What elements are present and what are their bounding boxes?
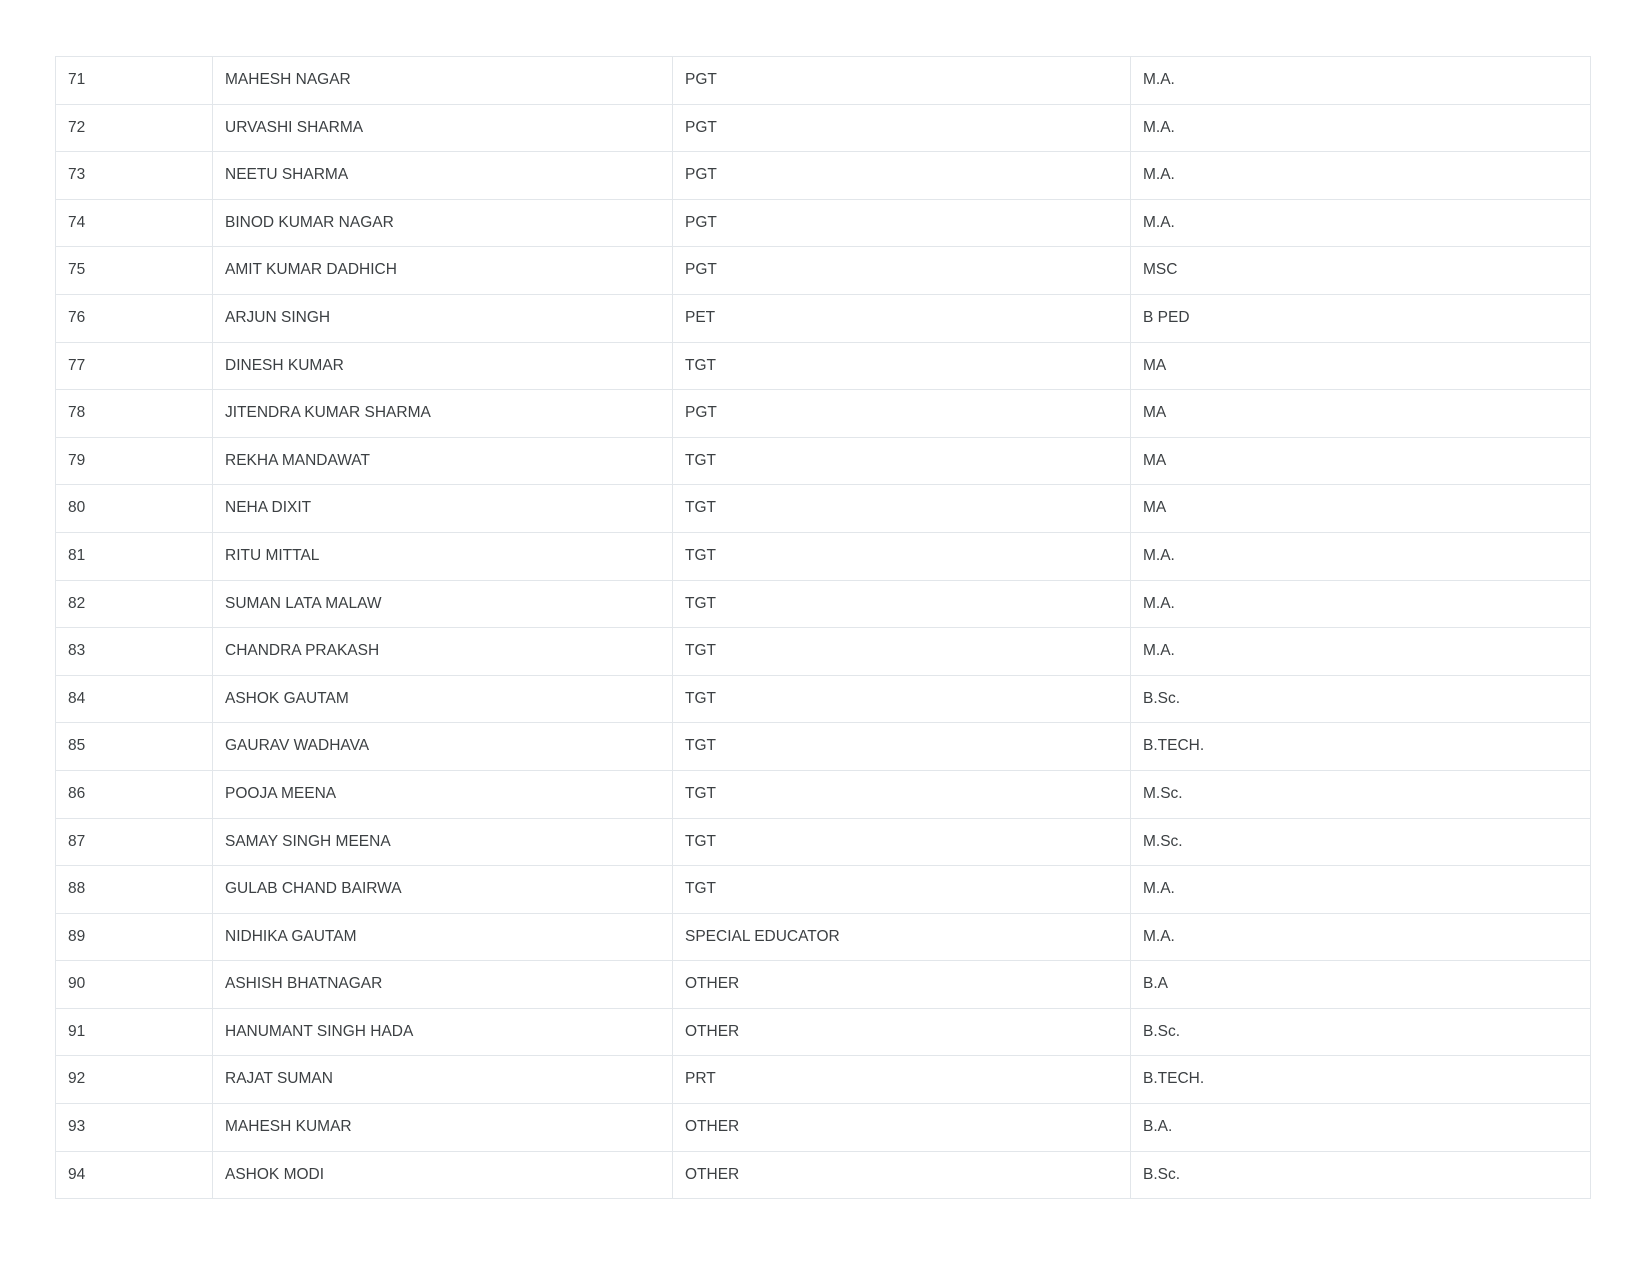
table-row [56, 532, 1591, 580]
table-row [56, 57, 1591, 105]
cell-serial-number: 71 [56, 57, 213, 105]
cell-qualification: B PED [1131, 294, 1591, 342]
cell-designation: OTHER [673, 1151, 1131, 1199]
table-row [56, 723, 1591, 771]
cell-serial-number: 84 [56, 675, 213, 723]
table-row [56, 961, 1591, 1009]
cell-qualification: B.Sc. [1131, 1151, 1591, 1199]
cell-designation: PRT [673, 1056, 1131, 1104]
cell-qualification: B.TECH. [1131, 723, 1591, 771]
cell-staff-name: ARJUN SINGH [213, 294, 673, 342]
cell-qualification: M.A. [1131, 913, 1591, 961]
cell-serial-number: 83 [56, 628, 213, 676]
cell-staff-name: SUMAN LATA MALAW [213, 580, 673, 628]
cell-designation: TGT [673, 723, 1131, 771]
cell-serial-number: 75 [56, 247, 213, 295]
cell-designation: PGT [673, 247, 1131, 295]
cell-designation: TGT [673, 485, 1131, 533]
cell-staff-name: GULAB CHAND BAIRWA [213, 866, 673, 914]
cell-designation: TGT [673, 818, 1131, 866]
table-row [56, 104, 1591, 152]
cell-serial-number: 86 [56, 770, 213, 818]
cell-designation: OTHER [673, 961, 1131, 1009]
table-row [56, 818, 1591, 866]
cell-staff-name: BINOD KUMAR NAGAR [213, 199, 673, 247]
cell-staff-name: HANUMANT SINGH HADA [213, 1008, 673, 1056]
table-row [56, 390, 1591, 438]
cell-serial-number: 94 [56, 1151, 213, 1199]
table-row [56, 294, 1591, 342]
cell-qualification: MA [1131, 485, 1591, 533]
cell-serial-number: 72 [56, 104, 213, 152]
cell-staff-name: ASHISH BHATNAGAR [213, 961, 673, 1009]
cell-qualification: M.Sc. [1131, 770, 1591, 818]
cell-staff-name: MAHESH KUMAR [213, 1104, 673, 1152]
cell-qualification: MA [1131, 342, 1591, 390]
cell-serial-number: 81 [56, 532, 213, 580]
cell-designation: TGT [673, 532, 1131, 580]
cell-qualification: B.A. [1131, 1104, 1591, 1152]
cell-staff-name: POOJA MEENA [213, 770, 673, 818]
cell-qualification: M.A. [1131, 580, 1591, 628]
cell-designation: TGT [673, 580, 1131, 628]
cell-staff-name: ASHOK MODI [213, 1151, 673, 1199]
table-row [56, 770, 1591, 818]
cell-qualification: M.A. [1131, 104, 1591, 152]
table-row [56, 1056, 1591, 1104]
table-row [56, 913, 1591, 961]
cell-designation: TGT [673, 866, 1131, 914]
cell-qualification: M.A. [1131, 199, 1591, 247]
cell-qualification: M.Sc. [1131, 818, 1591, 866]
cell-serial-number: 93 [56, 1104, 213, 1152]
cell-designation: PGT [673, 57, 1131, 105]
cell-designation: PGT [673, 152, 1131, 200]
cell-staff-name: MAHESH NAGAR [213, 57, 673, 105]
cell-serial-number: 88 [56, 866, 213, 914]
cell-qualification: M.A. [1131, 628, 1591, 676]
cell-designation: PET [673, 294, 1131, 342]
cell-staff-name: RITU MITTAL [213, 532, 673, 580]
table-row [56, 675, 1591, 723]
table-row [56, 1151, 1591, 1199]
cell-staff-name: URVASHI SHARMA [213, 104, 673, 152]
cell-designation: PGT [673, 390, 1131, 438]
cell-serial-number: 80 [56, 485, 213, 533]
cell-qualification: M.A. [1131, 866, 1591, 914]
cell-qualification: B.Sc. [1131, 675, 1591, 723]
table-row [56, 247, 1591, 295]
table-row [56, 1008, 1591, 1056]
table-row [56, 485, 1591, 533]
cell-designation: SPECIAL EDUCATOR [673, 913, 1131, 961]
cell-designation: TGT [673, 628, 1131, 676]
cell-staff-name: SAMAY SINGH MEENA [213, 818, 673, 866]
cell-serial-number: 74 [56, 199, 213, 247]
cell-staff-name: JITENDRA KUMAR SHARMA [213, 390, 673, 438]
cell-staff-name: CHANDRA PRAKASH [213, 628, 673, 676]
cell-serial-number: 73 [56, 152, 213, 200]
cell-staff-name: REKHA MANDAWAT [213, 437, 673, 485]
cell-qualification: M.A. [1131, 532, 1591, 580]
cell-serial-number: 92 [56, 1056, 213, 1104]
cell-designation: TGT [673, 342, 1131, 390]
cell-designation: TGT [673, 770, 1131, 818]
staff-table-body [56, 57, 1591, 1199]
table-row [56, 580, 1591, 628]
cell-qualification: MSC [1131, 247, 1591, 295]
cell-staff-name: DINESH KUMAR [213, 342, 673, 390]
staff-table [55, 56, 1591, 1199]
cell-serial-number: 90 [56, 961, 213, 1009]
cell-qualification: B.Sc. [1131, 1008, 1591, 1056]
cell-designation: TGT [673, 675, 1131, 723]
cell-serial-number: 78 [56, 390, 213, 438]
table-row [56, 342, 1591, 390]
cell-qualification: M.A. [1131, 152, 1591, 200]
table-row [56, 628, 1591, 676]
cell-qualification: MA [1131, 437, 1591, 485]
table-row [56, 1104, 1591, 1152]
cell-designation: PGT [673, 104, 1131, 152]
cell-serial-number: 82 [56, 580, 213, 628]
cell-qualification: B.A [1131, 961, 1591, 1009]
cell-qualification: M.A. [1131, 57, 1591, 105]
cell-serial-number: 77 [56, 342, 213, 390]
cell-staff-name: AMIT KUMAR DADHICH [213, 247, 673, 295]
cell-designation: PGT [673, 199, 1131, 247]
cell-staff-name: GAURAV WADHAVA [213, 723, 673, 771]
cell-qualification: B.TECH. [1131, 1056, 1591, 1104]
table-row [56, 199, 1591, 247]
cell-staff-name: NIDHIKA GAUTAM [213, 913, 673, 961]
cell-staff-name: ASHOK GAUTAM [213, 675, 673, 723]
table-row [56, 866, 1591, 914]
cell-qualification: MA [1131, 390, 1591, 438]
table-row [56, 152, 1591, 200]
cell-serial-number: 76 [56, 294, 213, 342]
cell-designation: OTHER [673, 1104, 1131, 1152]
cell-designation: OTHER [673, 1008, 1131, 1056]
cell-designation: TGT [673, 437, 1131, 485]
table-row [56, 437, 1591, 485]
cell-staff-name: NEETU SHARMA [213, 152, 673, 200]
cell-staff-name: RAJAT SUMAN [213, 1056, 673, 1104]
cell-serial-number: 87 [56, 818, 213, 866]
cell-serial-number: 89 [56, 913, 213, 961]
cell-serial-number: 85 [56, 723, 213, 771]
cell-serial-number: 79 [56, 437, 213, 485]
cell-serial-number: 91 [56, 1008, 213, 1056]
cell-staff-name: NEHA DIXIT [213, 485, 673, 533]
